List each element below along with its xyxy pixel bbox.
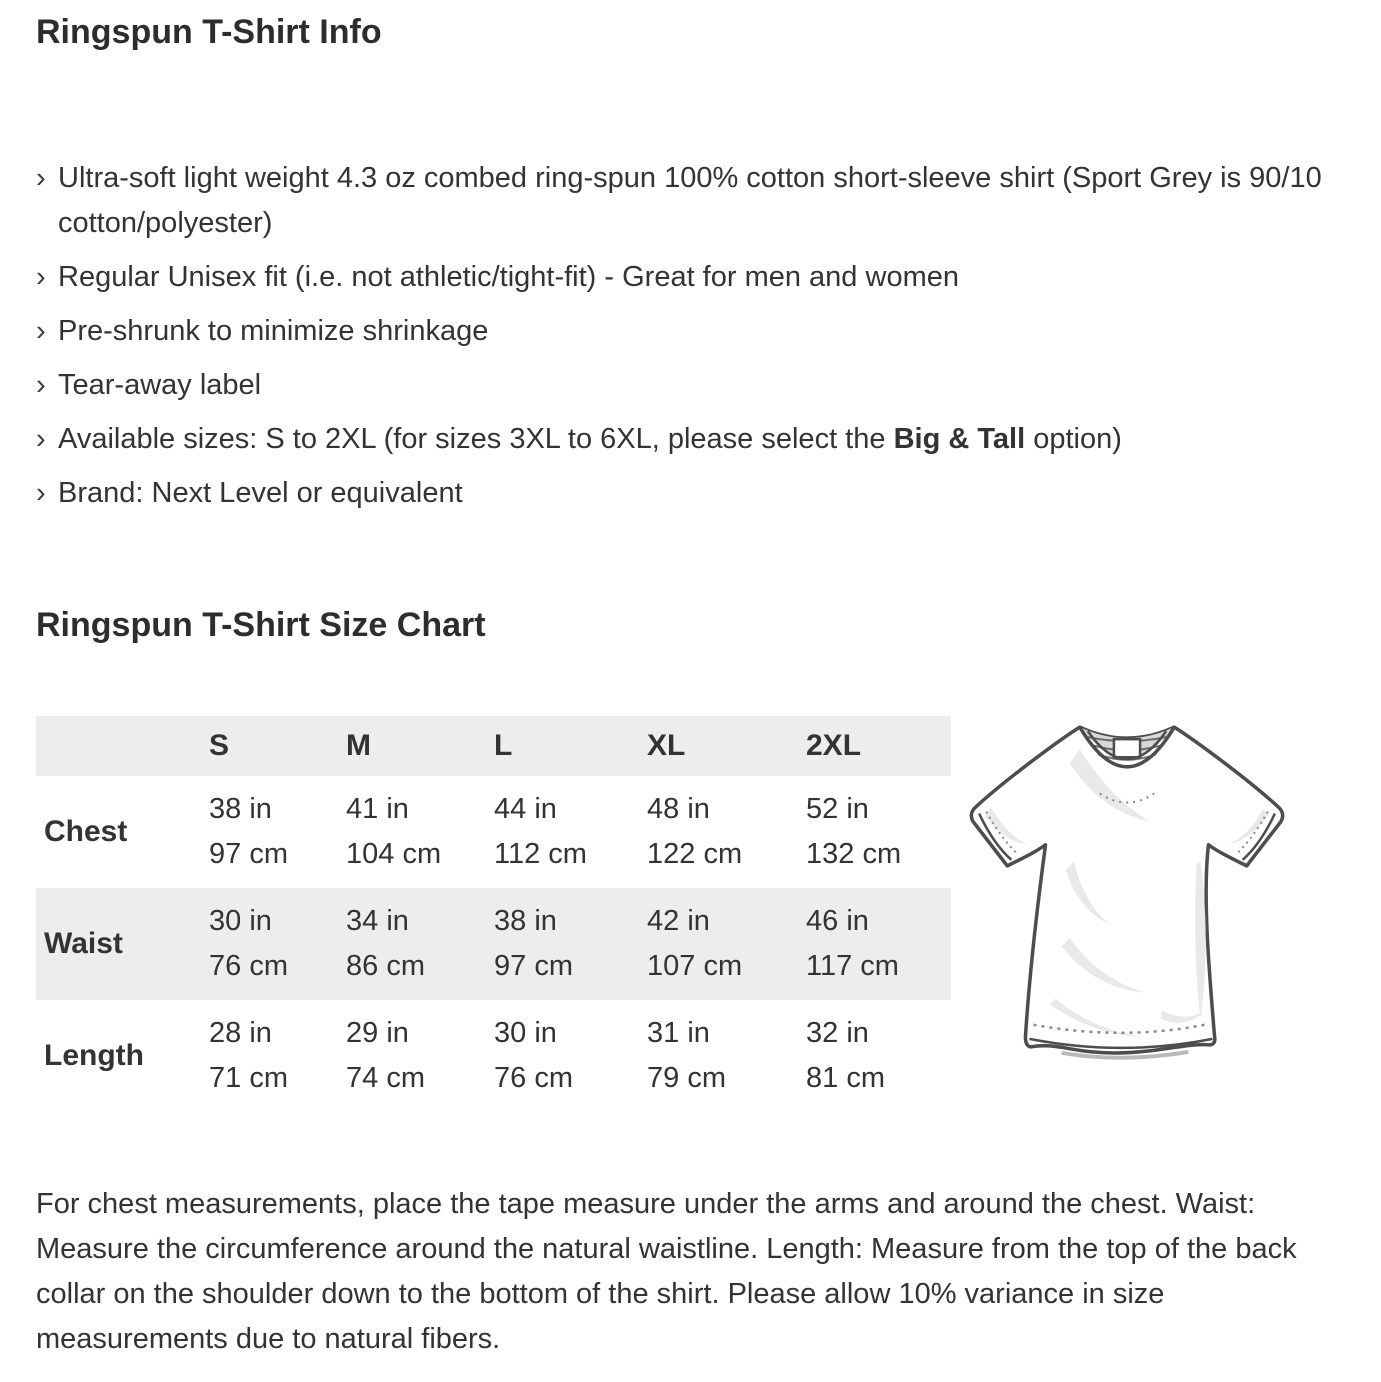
- bullet-icon: ›: [36, 423, 46, 455]
- size-inches: 30 in: [494, 1017, 557, 1049]
- size-cell: [209, 1000, 346, 1112]
- feature-text: Regular Unisex fit (i.e. not athletic/tight-fit) - Great for men and women: [58, 261, 959, 293]
- size-inches: 41 in: [346, 793, 409, 825]
- feature-text-bold: Big & Tall: [893, 423, 1026, 455]
- size-cell: [806, 888, 951, 1000]
- feature-text: Tear-away label: [58, 369, 262, 401]
- size-cm: 71 cm: [209, 1062, 288, 1094]
- size-chart-section: [36, 716, 1345, 1112]
- feature-item: [36, 255, 1348, 300]
- size-cm: 97 cm: [494, 950, 573, 982]
- tshirt-body: [971, 727, 1282, 1053]
- table-row-chest: [36, 776, 951, 888]
- size-cm: 104 cm: [346, 838, 442, 870]
- size-cm: 97 cm: [209, 838, 288, 870]
- size-cell: [494, 1000, 647, 1112]
- size-cm: 112 cm: [494, 838, 587, 870]
- size-inches: 46 in: [806, 905, 869, 937]
- column-header-m: M: [346, 729, 371, 762]
- size-cell: [346, 1000, 494, 1112]
- row-label-waist: Waist: [44, 927, 123, 960]
- feature-item: [36, 363, 1348, 408]
- feature-text: Brand: Next Level or equivalent: [58, 477, 463, 509]
- size-cm: 86 cm: [346, 950, 425, 982]
- feature-text: option): [1025, 423, 1122, 455]
- size-inches: 31 in: [647, 1017, 710, 1049]
- size-inches: 34 in: [346, 905, 409, 937]
- size-cell: [346, 776, 494, 888]
- size-cm: 117 cm: [806, 950, 899, 982]
- size-cell: [494, 776, 647, 888]
- row-label-length: Length: [44, 1039, 144, 1072]
- size-cell: [209, 776, 346, 888]
- column-header-l: L: [494, 729, 513, 762]
- size-chart-heading: Ringspun T-Shirt Size Chart: [36, 606, 486, 644]
- row-label-chest: Chest: [44, 815, 128, 848]
- size-inches: 44 in: [494, 793, 557, 825]
- tshirt-icon: [961, 711, 1293, 1063]
- feature-item: [36, 471, 1348, 516]
- feature-item: [36, 417, 1348, 462]
- feature-text: Pre-shrunk to minimize shrinkage: [58, 315, 489, 347]
- size-inches: 30 in: [209, 905, 272, 937]
- corner-cell: [36, 716, 209, 776]
- column-header-2xl: 2XL: [806, 729, 862, 762]
- measurement-notes: For chest measurements, place the tape measure under the arms and around the chest. Waist: Measure the circumference around the natural waistline. Length: Measure from the top of the back collar on the shoulder down to the bottom of the shirt. Please allow 10% variance in size measurements due to natural fibers.: [36, 1188, 1297, 1355]
- size-cell: [806, 1000, 951, 1112]
- bullet-icon: ›: [36, 261, 46, 293]
- bullet-icon: ›: [36, 315, 46, 347]
- size-cell: [494, 888, 647, 1000]
- table-row-length: [36, 1000, 951, 1112]
- size-cell: [647, 1000, 806, 1112]
- bullet-icon: ›: [36, 162, 46, 194]
- size-chart-header-row: [36, 716, 951, 776]
- tshirt-illustration: [961, 711, 1293, 1063]
- feature-item: [36, 309, 1348, 354]
- size-inches: 38 in: [209, 793, 272, 825]
- feature-text: Available sizes: S to 2XL (for sizes 3XL to 6XL, please select the: [58, 423, 894, 455]
- column-header-xl: XL: [647, 729, 686, 762]
- size-inches: 52 in: [806, 793, 869, 825]
- size-cm: 107 cm: [647, 950, 743, 982]
- size-cm: 76 cm: [209, 950, 288, 982]
- size-inches: 48 in: [647, 793, 710, 825]
- size-cell: [647, 776, 806, 888]
- feature-list: [36, 156, 1348, 516]
- table-row-waist: [36, 888, 951, 1000]
- bullet-icon: ›: [36, 477, 46, 509]
- size-cm: 79 cm: [647, 1062, 726, 1094]
- size-inches: 42 in: [647, 905, 710, 937]
- size-cell: [346, 888, 494, 1000]
- size-cell: [647, 888, 806, 1000]
- size-inches: 38 in: [494, 905, 557, 937]
- size-cm: 81 cm: [806, 1062, 885, 1094]
- size-cell: [806, 776, 951, 888]
- size-chart-table: [36, 716, 951, 1112]
- size-inches: 32 in: [806, 1017, 869, 1049]
- size-cm: 132 cm: [806, 838, 902, 870]
- feature-item: [36, 156, 1348, 246]
- size-inches: 28 in: [209, 1017, 272, 1049]
- bullet-icon: ›: [36, 369, 46, 401]
- size-inches: 29 in: [346, 1017, 409, 1049]
- collar-label: [1114, 739, 1140, 757]
- size-cm: 76 cm: [494, 1062, 573, 1094]
- size-cell: [209, 888, 346, 1000]
- column-header-s: S: [209, 729, 230, 762]
- feature-text: Ultra-soft light weight 4.3 oz combed ring-spun 100% cotton short-sleeve shirt (Sport Grey is 90/10 cotton/polyester): [58, 162, 1322, 239]
- size-cm: 122 cm: [647, 838, 743, 870]
- info-heading: Ringspun T-Shirt Info: [36, 13, 382, 51]
- size-cm: 74 cm: [346, 1062, 425, 1094]
